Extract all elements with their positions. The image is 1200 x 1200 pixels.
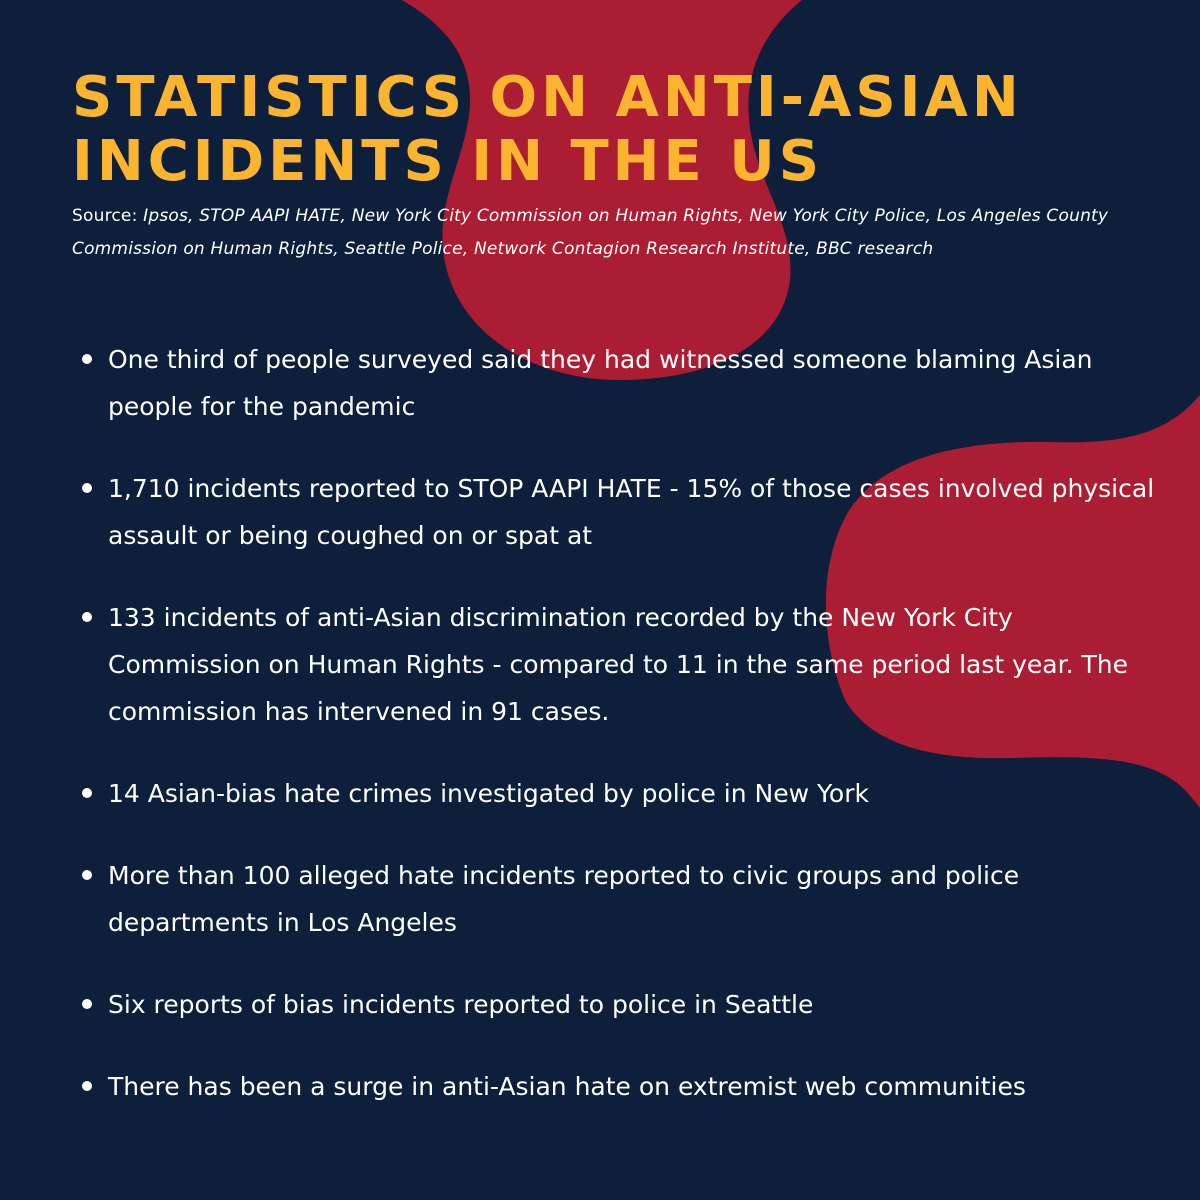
list-item-text: 133 incidents of anti-Asian discrimination recorded by the New York City Commission on Human Rights - compared to 11 in the same period last year. The commission has intervened in 91 cases.: [108, 603, 1128, 726]
statistics-list: [80, 336, 1160, 1145]
title-line-2: INCIDENTS IN THE US: [72, 129, 824, 194]
list-item: [80, 770, 1160, 817]
source-credit: [72, 200, 1132, 266]
bullet-dot-icon: [82, 1081, 92, 1091]
bullet-dot-icon: [82, 999, 92, 1009]
list-item: [80, 1063, 1160, 1110]
list-item-text: Six reports of bias incidents reported to police in Seattle: [108, 990, 814, 1019]
page-title: [72, 66, 1072, 194]
bullet-dot-icon: [82, 483, 92, 493]
source-label: Source:: [72, 206, 138, 226]
list-item-text: 1,710 incidents reported to STOP AAPI HATE - 15% of those cases involved physical assault or being coughed on or spat at: [108, 474, 1155, 550]
list-item: [80, 594, 1160, 735]
list-item: [80, 852, 1160, 946]
list-item-text: 14 Asian-bias hate crimes investigated by police in New York: [108, 779, 869, 808]
bullet-dot-icon: [82, 354, 92, 364]
list-item: [80, 981, 1160, 1028]
bullet-dot-icon: [82, 612, 92, 622]
bullet-dot-icon: [82, 870, 92, 880]
list-item-text: One third of people surveyed said they had witnessed someone blaming Asian people for the pandemic: [108, 345, 1093, 421]
list-item: [80, 465, 1160, 559]
bullet-dot-icon: [82, 788, 92, 798]
source-list: Ipsos, STOP AAPI HATE, New York City Commission on Human Rights, New York City Police, Los Angeles County Commission on Human Rights, Seattle Police, Network Contagion Research Institute, BBC research: [72, 206, 1109, 259]
title-line-1: STATISTICS ON ANTI-ASIAN: [72, 65, 1023, 130]
list-item-text: There has been a surge in anti-Asian hate on extremist web communities: [108, 1072, 1026, 1101]
list-item-text: More than 100 alleged hate incidents reported to civic groups and police departments in Los Angeles: [108, 861, 1020, 937]
list-item: [80, 336, 1160, 430]
